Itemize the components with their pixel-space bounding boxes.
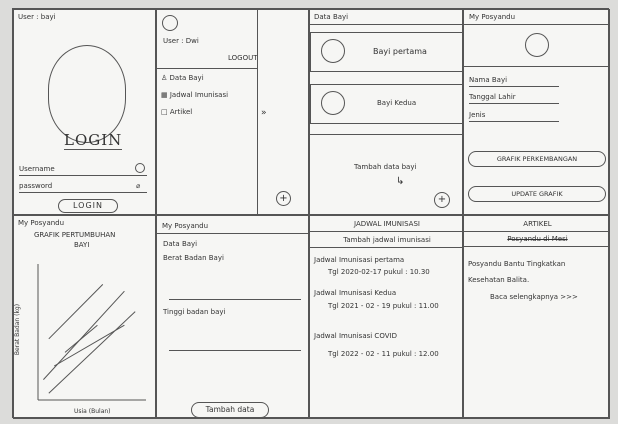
update-grafik-button[interactable] xyxy=(468,186,606,202)
artikel-screen xyxy=(463,215,610,419)
login-header: User : bayi xyxy=(18,13,56,21)
logout-button[interactable]: LOGOUT xyxy=(228,54,258,62)
username-label: Username xyxy=(19,165,55,173)
artikel-title: ARTIKEL xyxy=(523,220,552,228)
jadwal-header-divider xyxy=(310,231,463,232)
eye-icon: ⌀ xyxy=(136,182,141,190)
growth-line-1 xyxy=(43,291,124,379)
jadwal-entry-3-date: Tgl 2022 - 02 - 11 pukul : 12.00 xyxy=(328,350,439,358)
form-berat-label: Berat Badan Bayi xyxy=(163,254,224,262)
berat-input[interactable] xyxy=(169,299,301,300)
jadwal-add-divider xyxy=(310,247,463,248)
sidebar-item-artikel[interactable] xyxy=(161,108,192,116)
baby-card-2[interactable] xyxy=(310,84,463,124)
form-data-bayi-label: Data Bayi xyxy=(163,240,198,248)
field-jenis-input[interactable] xyxy=(469,121,559,122)
jadwal-title: JADWAL IMUNISASI xyxy=(354,220,420,228)
user-icon xyxy=(135,163,145,173)
field-nama-input[interactable] xyxy=(469,86,559,87)
growth-line-2 xyxy=(49,312,135,394)
tambah-jadwal-button[interactable]: Tambah jadwal imunisasi xyxy=(343,236,431,244)
tambah-data-button[interactable] xyxy=(191,402,269,418)
add-fab-button[interactable] xyxy=(276,191,291,206)
tinggi-input[interactable] xyxy=(169,350,301,351)
profile-avatar-divider xyxy=(464,66,610,67)
collapse-arrow-icon[interactable]: » xyxy=(261,108,267,118)
arrow-right-icon: ↳ xyxy=(396,176,405,187)
login-logo-text: LOGIN xyxy=(64,131,123,149)
chart-title-line1: GRAFIK PERTUMBUHAN xyxy=(34,231,116,239)
add-baby-label: Tambah data bayi xyxy=(354,163,417,171)
growth-line-4 xyxy=(65,325,97,352)
data-bayi-section-divider xyxy=(310,134,463,135)
data-bayi-title: Data Bayi xyxy=(314,13,349,21)
login-screen xyxy=(13,9,156,215)
grafik-button[interactable] xyxy=(468,151,606,167)
jadwal-entry-3-name: Jadwal Imunisasi COVID xyxy=(314,332,397,340)
form-tinggi-label: Tinggi badan bayi xyxy=(163,308,226,316)
sidebar-item-label: Jadwal Imunisasi xyxy=(169,91,229,99)
password-field[interactable] xyxy=(19,192,147,193)
growth-line-5 xyxy=(49,284,103,338)
data-bayi-screen xyxy=(309,9,463,215)
menu-user-label: User : Dwi xyxy=(163,37,199,45)
artikel-body-line2: Kesehatan Balita. xyxy=(468,276,530,284)
wireframe-sheet xyxy=(12,8,609,418)
chart-xlabel: Usia (Bulan) xyxy=(74,408,111,415)
profile-avatar-icon xyxy=(525,33,549,57)
data-bayi-header-divider xyxy=(310,24,463,25)
chart-title-line2: BAYI xyxy=(74,241,90,249)
sidebar-item-data-bayi[interactable] xyxy=(161,74,204,82)
growth-line-3 xyxy=(54,325,124,366)
sidebar-item-label: Data Bayi xyxy=(169,74,204,82)
update-grafik-label: UPDATE GRAFIK xyxy=(511,190,563,198)
field-tanggal-input[interactable] xyxy=(469,103,559,104)
form-header: My Posyandu xyxy=(162,222,209,230)
profile-header-divider xyxy=(464,24,610,25)
baby-avatar-icon xyxy=(321,39,345,63)
person-icon: ♙ xyxy=(161,74,170,82)
chart-ylabel: Berat Badan (kg) xyxy=(14,303,22,356)
baby-card-1[interactable] xyxy=(310,32,463,72)
baby-card-label: Bayi pertama xyxy=(373,47,427,56)
jadwal-entry-2-name: Jadwal Imunisasi Kedua xyxy=(314,289,397,297)
form-screen xyxy=(156,215,309,419)
baby-card-label: Bayi Kedua xyxy=(377,99,417,107)
artikel-subtitle: Posyandu di Mesi xyxy=(507,235,568,243)
login-button-label: LOGIN xyxy=(72,201,103,210)
growth-chart xyxy=(14,216,156,419)
artikel-body-line1: Posyandu Bantu Tingkatkan xyxy=(468,260,566,268)
jadwal-screen xyxy=(309,215,463,419)
username-field[interactable] xyxy=(19,175,147,176)
profile-title: My Posyandu xyxy=(469,13,516,21)
field-jenis-label: Jenis xyxy=(469,111,486,119)
growth-chart-screen xyxy=(13,215,156,419)
jadwal-entry-1-date: Tgl 2020-02-17 pukul : 10.30 xyxy=(328,268,430,276)
calendar-icon: ▦ xyxy=(161,91,170,99)
read-more-link[interactable]: Baca selengkapnya >>> xyxy=(490,293,578,301)
jadwal-entry-1-name: Jadwal Imunisasi pertama xyxy=(314,256,405,264)
plus-icon: + xyxy=(279,193,288,204)
jadwal-entry-2-date: Tgl 2021 - 02 - 19 pukul : 11.00 xyxy=(328,302,439,310)
sidebar-item-label: Artikel xyxy=(169,108,193,116)
menu-header-divider xyxy=(157,68,257,69)
form-header-divider xyxy=(157,233,309,234)
menu-screen xyxy=(156,9,309,215)
chart-screen-header: My Posyandu xyxy=(18,219,65,227)
password-label: password xyxy=(19,182,53,190)
avatar xyxy=(162,15,178,31)
sidebar-item-jadwal[interactable] xyxy=(161,91,228,99)
add-baby-fab[interactable] xyxy=(434,192,450,208)
plus-icon: + xyxy=(437,194,447,205)
artikel-header-divider xyxy=(464,231,610,232)
logo-oval xyxy=(48,45,126,143)
posyandu-profile-screen xyxy=(463,9,610,215)
tambah-data-label: Tambah data xyxy=(205,405,255,414)
field-nama-label: Nama Bayi xyxy=(469,76,508,84)
grafik-button-label: GRAFIK PERKEMBANGAN xyxy=(496,155,578,163)
login-button[interactable] xyxy=(58,199,118,213)
checkbox-icon: □ xyxy=(161,108,170,116)
menu-vertical-divider xyxy=(257,10,258,215)
artikel-subtitle-divider xyxy=(464,246,610,247)
field-tanggal-label: Tanggal Lahir xyxy=(469,93,516,101)
baby-avatar-icon xyxy=(321,91,345,115)
